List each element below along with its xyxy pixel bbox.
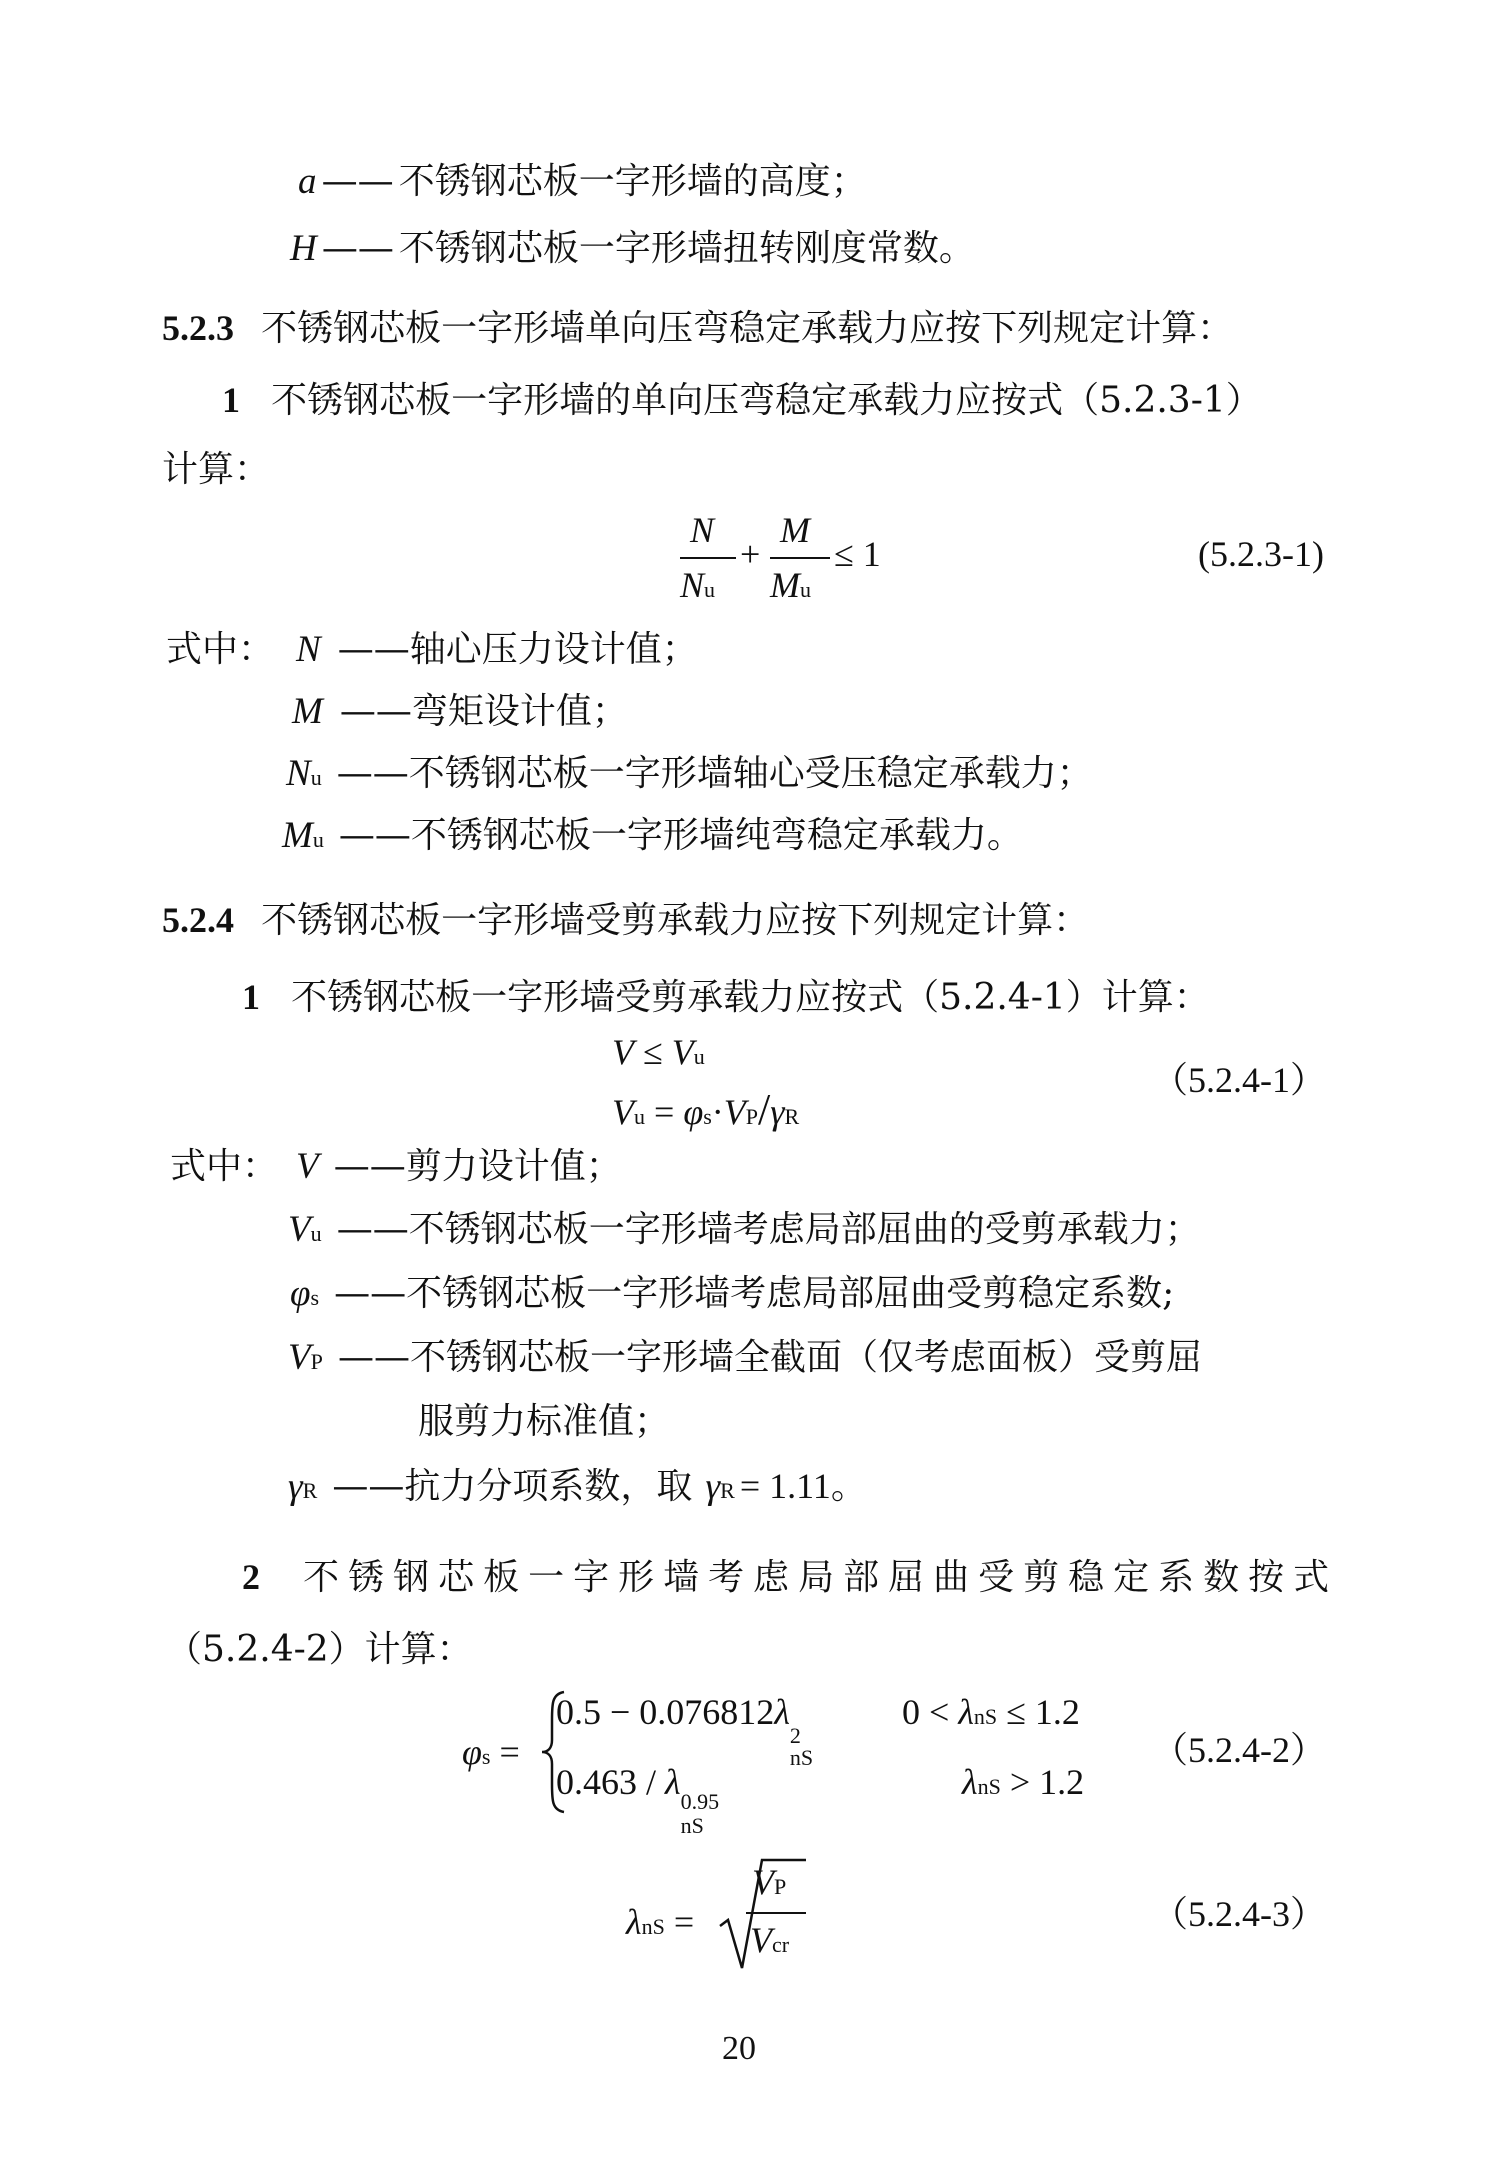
case-2-expr: 0.463 / λ 0.95 nS <box>556 1762 720 1838</box>
item-text: 不锈钢芯板一字形墙的单向压弯稳定承载力应按式（5.2.3-1） <box>271 380 1262 421</box>
def-symbol: a <box>298 161 317 202</box>
item-text: 不锈钢芯板一字形墙受剪承载力应按式（5.2.4-1）计算： <box>291 977 1210 1018</box>
def-dash: —— <box>321 161 394 202</box>
where-label: 式中： <box>166 629 275 670</box>
section-5-2-4-heading <box>162 898 1089 943</box>
def-row-gamma: γR ——抗力分项系数，取 γR = 1.11。 <box>288 1466 867 1507</box>
def-row: VP ——不锈钢芯板一字形墙全截面（仅考虑面板）受剪屈 <box>288 1337 1202 1378</box>
section-5-2-3-heading <box>162 306 1233 351</box>
def-a <box>298 160 867 204</box>
eq-denominator-Mu: Mu <box>770 565 811 605</box>
section-title: 不锈钢芯板一字形墙单向压弯稳定承载力应按下列规定计算： <box>261 308 1234 349</box>
eq-numerator-N: N <box>690 510 715 550</box>
item-number: 2 <box>242 1557 260 1597</box>
s523-item1-continued: 计算： <box>162 449 271 490</box>
s524-item2 <box>242 1555 1338 1600</box>
eq-denominator-Nu: Nu <box>680 565 716 605</box>
case-1-condition: 0 < λnS ≤ 1.2 <box>902 1692 1080 1732</box>
equation-number: （5.2.4-3） <box>1152 1894 1326 1934</box>
def-row: Mu ——不锈钢芯板一字形墙纯弯稳定承载力。 <box>282 815 1023 856</box>
def-row: V ——剪力设计值； <box>296 1146 622 1187</box>
case-1-expr: 0.5 − 0.076812λ 2 nS <box>556 1692 814 1770</box>
page-number: 20 <box>722 2030 756 2067</box>
item-text: 不锈钢芯板一字形墙考虑局部屈曲受剪稳定系数按式 <box>303 1557 1339 1598</box>
def-row: Nu ——不锈钢芯板一字形墙轴心受压稳定承载力； <box>286 753 1093 794</box>
eq-line-1: V ≤ Vu <box>612 1032 705 1072</box>
eq-numerator-M: M <box>780 510 810 550</box>
eq-plus: + <box>740 534 761 574</box>
def-row: N ——轴心压力设计值； <box>296 629 698 670</box>
s524-item1 <box>242 975 1210 1020</box>
def-continuation: 服剪力标准值； <box>418 1401 671 1442</box>
def-dash: —— <box>321 228 394 269</box>
item-number: 1 <box>222 380 240 420</box>
eq-line-2: Vu = φs·VP/γR <box>612 1085 800 1134</box>
def-row: Vu ——不锈钢芯板一字形墙考虑局部屈曲的受剪承载力； <box>288 1209 1201 1250</box>
equation-number: （5.2.4-1） <box>1152 1060 1326 1100</box>
def-H <box>290 227 975 271</box>
eq-lhs: λnS = <box>626 1902 695 1942</box>
def-symbol: H <box>290 228 317 269</box>
eq-lhs: φs = <box>462 1732 520 1772</box>
fraction-bar <box>680 557 736 559</box>
section-title: 不锈钢芯板一字形墙受剪承载力应按下列规定计算： <box>261 900 1090 941</box>
def-text: 不锈钢芯板一字形墙扭转刚度常数。 <box>398 228 975 269</box>
eq-numerator-Vp: VP <box>752 1862 787 1902</box>
case-2-condition: λnS > 1.2 <box>962 1762 1085 1802</box>
def-row: φs ——不锈钢芯板一字形墙考虑局部屈曲受剪稳定系数; <box>290 1273 1175 1314</box>
equation-number: (5.2.3-1) <box>1198 534 1324 574</box>
s523-item1 <box>222 378 1262 423</box>
equation-number: （5.2.4-2） <box>1152 1730 1326 1770</box>
section-number: 5.2.3 <box>162 308 234 348</box>
fraction-bar <box>770 557 830 559</box>
def-row: M ——弯矩设计值； <box>292 691 628 732</box>
def-text: 不锈钢芯板一字形墙的高度； <box>398 161 867 202</box>
eq-relation: ≤ 1 <box>834 534 881 574</box>
fraction-bar <box>746 1912 806 1914</box>
where-label: 式中： <box>170 1146 279 1187</box>
section-number: 5.2.4 <box>162 900 234 940</box>
eq-denominator-Vcr: Vcr <box>750 1920 790 1960</box>
item-number: 1 <box>242 977 260 1017</box>
s524-item2-continued: （5.2.4-2）计算： <box>166 1629 473 1670</box>
